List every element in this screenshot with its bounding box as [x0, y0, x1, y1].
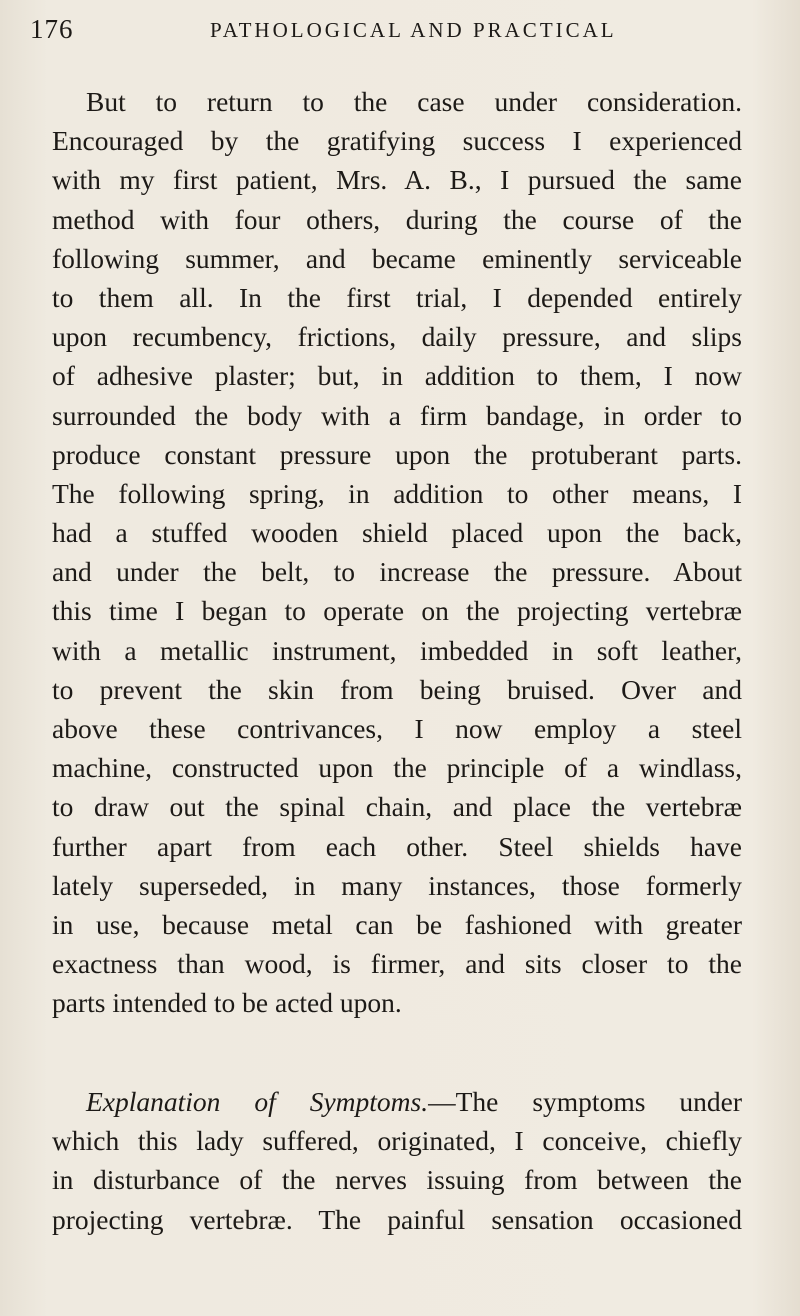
text-line: to them all. In the first trial, I depended entirely: [52, 281, 742, 313]
text-line: The following spring, in addition to other means, I: [52, 477, 742, 509]
page-number: 176: [30, 14, 74, 44]
text-line: lately superseded, in many instances, those formerly: [52, 869, 742, 901]
text-line: had a stuffed wooden shield placed upon the back,: [52, 517, 742, 549]
text-line: to draw out the spinal chain, and place the vertebræ: [52, 791, 742, 823]
text-line: with my first patient, Mrs. A. B., I pursued the same: [52, 164, 742, 196]
section-heading: Explanation of Symptoms.: [86, 1086, 429, 1117]
text-line: produce constant pressure upon the protuberant parts.: [52, 438, 742, 470]
text-line: upon recumbency, frictions, daily pressure, and slips: [52, 321, 742, 353]
text-line: machine, constructed upon the principle of a windlass,: [52, 752, 742, 784]
text-line: this time I began to operate on the projecting vertebræ: [52, 595, 742, 627]
text-line: in use, because metal can be fashioned with greater: [52, 908, 742, 940]
text-line: method with four others, during the course of the: [52, 203, 742, 235]
text-line: with a metallic instrument, imbedded in soft leather,: [52, 634, 742, 666]
text-line: exactness than wood, is firmer, and sits closer to the: [52, 948, 742, 980]
paragraph-case-treatment: [52, 82, 742, 1023]
text-line: [52, 1082, 742, 1121]
text-line: following summer, and became eminently serviceable: [52, 242, 742, 274]
text-line: in disturbance of the nerves issuing from between the: [52, 1164, 742, 1196]
running-head: [30, 14, 770, 44]
text-line: surrounded the body with a firm bandage, in order to: [52, 399, 742, 431]
text-line: to prevent the skin from being bruised. Over and: [52, 673, 742, 705]
text-line-rest: —The symptoms under: [428, 1086, 742, 1117]
text-line: projecting vertebræ. The painful sensation occasioned: [52, 1203, 742, 1235]
text-line: Encouraged by the gratifying success I experienced: [52, 125, 742, 157]
text-line: of adhesive plaster; but, in addition to them, I now: [52, 360, 742, 392]
text-line: parts intended to be acted upon.: [52, 987, 402, 1019]
text-line: and under the belt, to increase the pressure. About: [52, 556, 742, 588]
text-line: But to return to the case under consideration.: [86, 86, 742, 117]
text-line: further apart from each other. Steel shields have: [52, 830, 742, 862]
text-line: above these contrivances, I now employ a steel: [52, 713, 742, 744]
text-line: which this lady suffered, originated, I conceive, chiefly: [52, 1125, 742, 1157]
running-title: PATHOLOGICAL AND PRACTICAL: [210, 18, 617, 42]
paragraph-explanation-of-symptoms: [52, 1082, 742, 1239]
